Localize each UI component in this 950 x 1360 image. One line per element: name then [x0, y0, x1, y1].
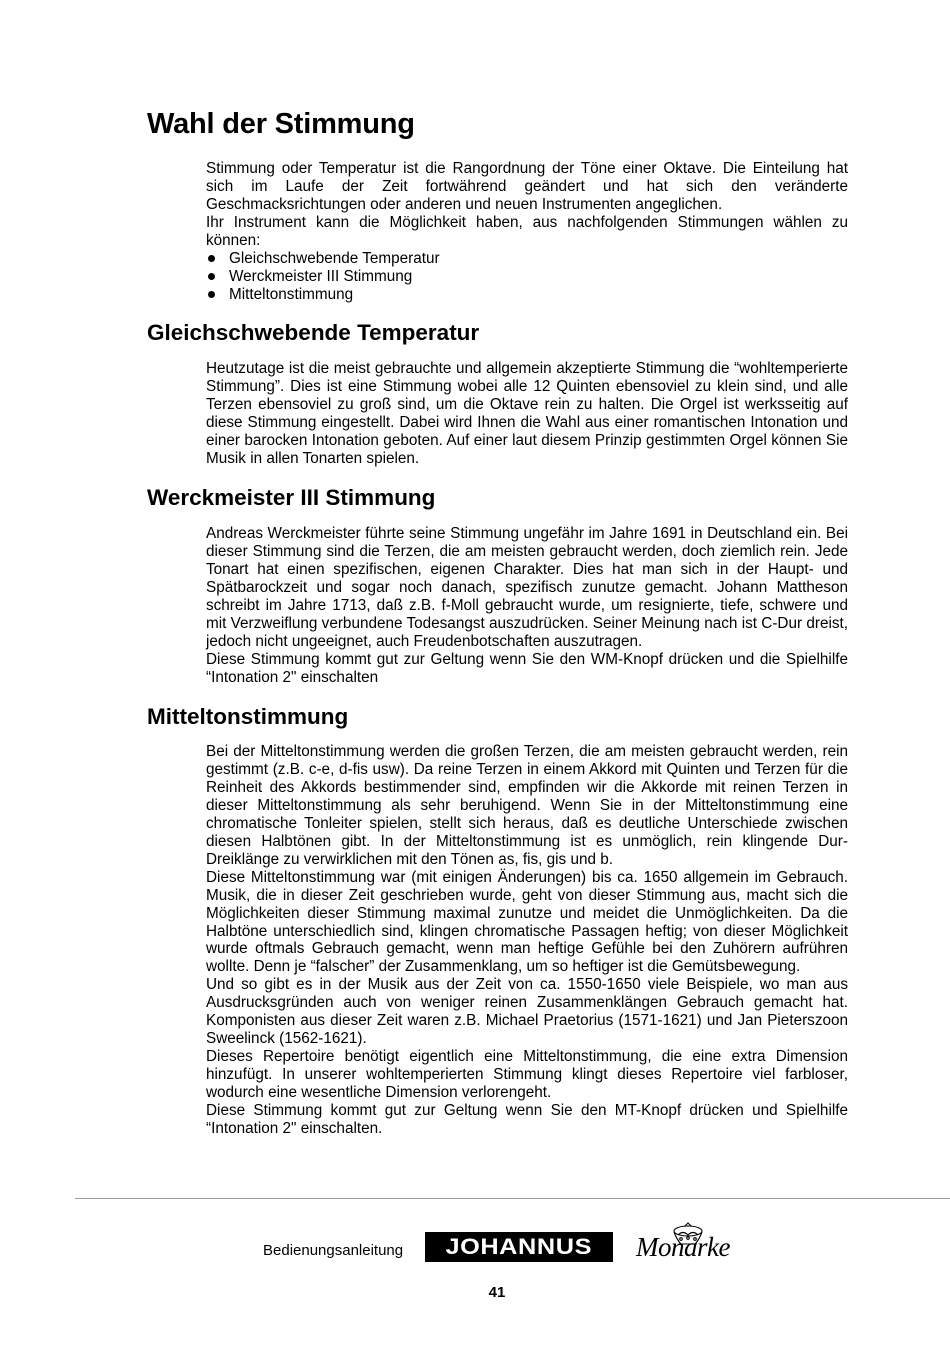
- bullet-icon: [208, 291, 215, 298]
- bullet-icon: [208, 255, 215, 262]
- tuning-list: [206, 250, 848, 304]
- section-heading-mitteltonstimmung: Mitteltonstimmung: [147, 704, 349, 729]
- section-paragraph: Dieses Repertoire benötigt eigentlich eine Mitteltonstimmung, die eine extra Dimension hinzufügt. In unserer wohltemperierten Stimmung klingt dieses Repertoire viel farbloser, wodurch eine wesentliche Dimension verlorengeht.: [206, 1048, 848, 1102]
- mitteltonstimmung-body: [206, 743, 848, 1138]
- list-item-label: Werckmeister III Stimmung: [229, 267, 413, 285]
- list-item-label: Mitteltonstimmung: [229, 285, 354, 303]
- page-title: Wahl der Stimmung: [147, 108, 415, 140]
- section-paragraph: Bei der Mitteltonstimmung werden die großen Terzen, die am meisten gebraucht werden, rein gestimmt (z.B. c-e, d-fis usw). Da reine Terzen in einem Akkord mit Quinten und Terzen für die Reinheit des Akkords bestimmender sind, empfinden wir die Akkorde mit reinen Terzen in dieser Mitteltonstimmung als sehr beruhigend. Wenn Sie in der Mitteltonstimmung eine chromatische Tonleiter spielen, stellt sich heraus, daß es deutliche Unterschiede zwischen diesen Halbtönen gibt. In der Mitteltonstimmung ist es unmöglich, rein klingende Dur-Dreiklänge zu verwirklichen mit den Tönen as, fis, gis und b.: [206, 743, 848, 868]
- section-paragraph: Diese Stimmung kommt gut zur Geltung wenn Sie den WM-Knopf drücken und die Spielhilfe “Intonation 2" einschalten: [206, 650, 848, 686]
- list-item: [206, 268, 848, 286]
- footer-divider: [75, 1198, 950, 1199]
- list-item: [206, 250, 848, 268]
- footer-label: Bedienungsanleitung: [263, 1242, 404, 1259]
- section-heading-gleichschwebend: Gleichschwebende Temperatur: [147, 320, 480, 345]
- section-paragraph: Diese Mitteltonstimmung war (mit einigen Änderungen) bis ca. 1650 allgemein im Gebrauch. Musik, die in dieser Zeit geschrieben wurde, geht von dieser Stimmung aus, macht sich die Möglichkeiten dieser Stimmung maximal zunutze und meidet die Unmöglichkeiten. Da die Halbtöne unterschiedlich sind, klingen chromatische Passagen heftig; von dieser Möglichkeit wurde oftmals Gebrauch gemacht, wenn man heftige Gefühle bei den Zuhörern aufrühren wollte. Denn je “falscher” der Zusammenklang, um so heftiger ist die Gemütsbewegung.: [206, 868, 848, 976]
- intro-body: [206, 160, 848, 304]
- list-item-label: Gleichschwebende Temperatur: [229, 249, 440, 267]
- monarke-logo-text: Monarke: [636, 1232, 730, 1262]
- johannus-logo-text: JOHANNUS: [445, 1234, 593, 1259]
- intro-paragraph: Stimmung oder Temperatur ist die Rangordnung der Töne einer Oktave. Die Einteilung hat sich im Laufe der Zeit fortwährend geändert und hat sich den veränderte Geschmacksrichtungen oder anderen und neuen Instrumenten angeglichen.: [206, 160, 848, 213]
- section-paragraph: Diese Stimmung kommt gut zur Geltung wenn Sie den MT-Knopf drücken und Spielhilfe “Intonation 2" einschalten.: [206, 1102, 848, 1138]
- intro-paragraph: Ihr Instrument kann die Möglichkeit haben, aus nachfolgenden Stimmungen wählen zu können:: [206, 213, 848, 249]
- list-item: [206, 286, 848, 304]
- section-paragraph: Und so gibt es in der Musik aus der Zeit von ca. 1550-1650 viele Beispiele, wo man aus Ausdrucksgründen auch von weniger reinen Zusammenklängen Gebrauch gemacht hat. Komponisten aus dieser Zeit waren z.B. Michael Praetorius (1571-1621) und Jan Pieterszoon Sweelinck (1562-1621).: [206, 976, 848, 1048]
- johannus-logo: [425, 1232, 613, 1262]
- section-paragraph: Andreas Werckmeister führte seine Stimmung ungefähr im Jahre 1691 in Deutschland ein. Bei dieser Stimmung sind die Terzen, die am meisten gebraucht werden, doch ziemlich rein. Jede Tonart hat einen spezifischen, eigenen Charakter. Dies hat man sich in der Haupt- und Spätbarockzeit und sogar noch danach, spezifisch zunutze gemacht. Johann Mattheson schreibt im Jahre 1713, daß z.B. f-Moll gebraucht wurde, um resignierte, tiefe, schwere und mit Verzweiflung verbundene Todesangst auszudrücken. Seiner Meinung nach ist C-Dur dreist, jedoch nicht ungeeignet, auch Freudenbotschaften auszutragen.: [206, 525, 848, 650]
- page-number: 41: [488, 1284, 506, 1301]
- bullet-icon: [208, 273, 215, 280]
- werckmeister-body: [206, 525, 848, 687]
- gleichschwebend-body: [206, 360, 848, 468]
- section-heading-werckmeister: Werckmeister III Stimmung: [147, 485, 436, 510]
- section-paragraph: Heutzutage ist die meist gebrauchte und allgemein akzeptierte Stimmung die “wohltemperierte Stimmung”. Dies ist eine Stimmung wobei alle 12 Quinten ebensoviel zu klein sind, und alle Terzen ebensoviel zu groß sind, um die Oktave rein zu halten. Die Orgel ist werksseitig auf diese Stimmung eingestellt. Dabei wird Ihnen die Wahl aus einer romantischen Intonation und einer barocken Intonation geboten. Auf einer laut diesem Prinzip gestimmten Orgel können Sie Musik in allen Tonarten spielen.: [206, 360, 848, 467]
